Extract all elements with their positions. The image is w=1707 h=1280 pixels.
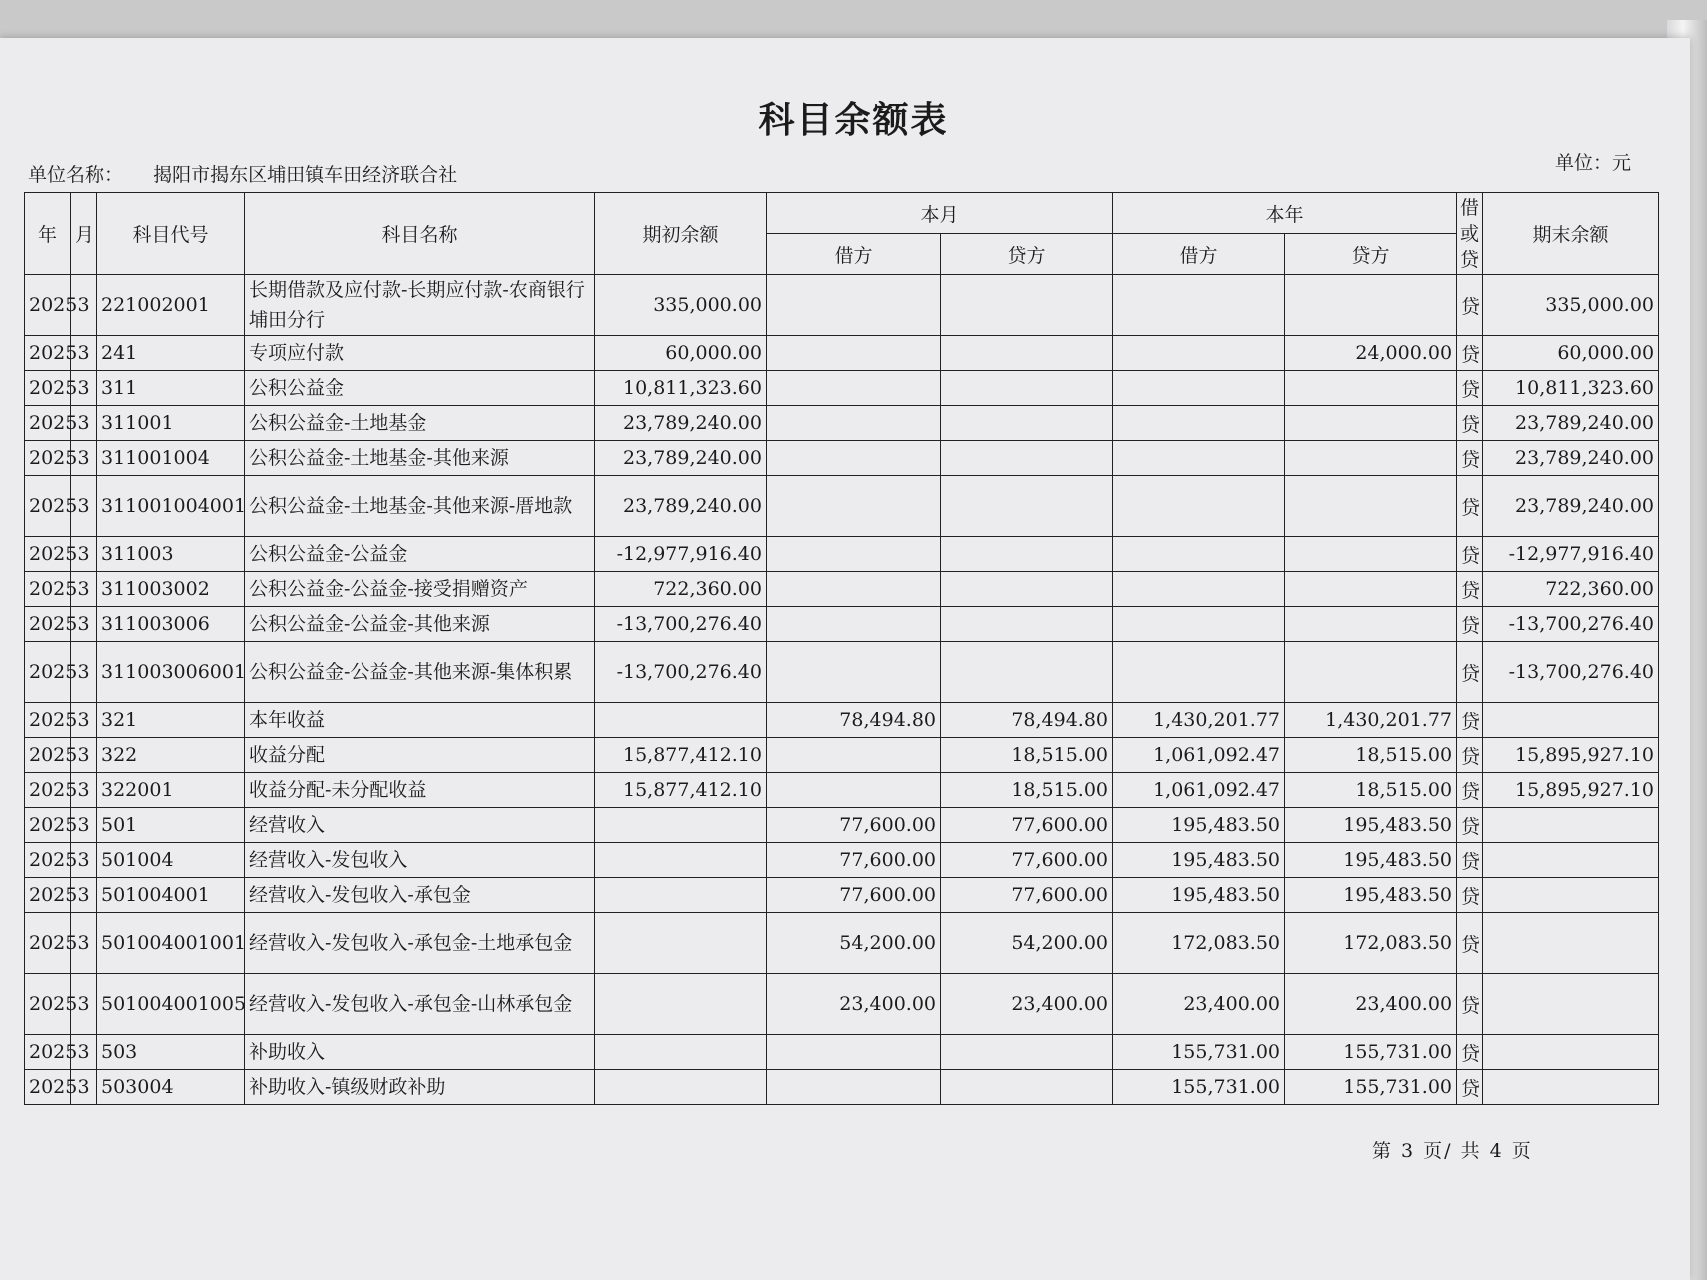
table-row bbox=[25, 808, 1659, 843]
cell-closing bbox=[1483, 1035, 1659, 1070]
cell-code: 311003006001 bbox=[97, 642, 245, 703]
header-month-credit: 贷方 bbox=[941, 234, 1113, 275]
cell-direction: 贷 bbox=[1457, 406, 1483, 441]
cell-direction: 贷 bbox=[1457, 878, 1483, 913]
cell-closing: -13,700,276.40 bbox=[1483, 642, 1659, 703]
table-row bbox=[25, 974, 1659, 1035]
cell-year-debit bbox=[1113, 406, 1285, 441]
cell-code: 501004001001 bbox=[97, 913, 245, 974]
cell-month-credit bbox=[941, 406, 1113, 441]
cell-opening: 23,789,240.00 bbox=[595, 476, 767, 537]
cell-month: 3 bbox=[71, 843, 97, 878]
header-month: 月 bbox=[71, 193, 97, 275]
cell-opening: 10,811,323.60 bbox=[595, 371, 767, 406]
cell-closing bbox=[1483, 878, 1659, 913]
cell-name: 公积公益金-公益金-其他来源-集体积累 bbox=[245, 642, 595, 703]
cell-year-debit: 195,483.50 bbox=[1113, 843, 1285, 878]
table-row bbox=[25, 476, 1659, 537]
cell-direction: 贷 bbox=[1457, 642, 1483, 703]
cell-year-debit bbox=[1113, 572, 1285, 607]
cell-year: 2025 bbox=[25, 371, 71, 406]
header-name: 科目名称 bbox=[245, 193, 595, 275]
cell-month-debit bbox=[767, 773, 941, 808]
cell-direction: 贷 bbox=[1457, 738, 1483, 773]
cell-month: 3 bbox=[71, 703, 97, 738]
cell-code: 322 bbox=[97, 738, 245, 773]
cell-year-credit bbox=[1285, 441, 1457, 476]
cell-month-credit: 54,200.00 bbox=[941, 913, 1113, 974]
cell-closing: 23,789,240.00 bbox=[1483, 476, 1659, 537]
page-number: 第 3 页/ 共 4 页 bbox=[1372, 1140, 1533, 1162]
cell-opening: -13,700,276.40 bbox=[595, 607, 767, 642]
cell-month: 3 bbox=[71, 808, 97, 843]
cell-month-credit bbox=[941, 275, 1113, 336]
cell-month-credit: 77,600.00 bbox=[941, 878, 1113, 913]
cell-year-credit: 18,515.00 bbox=[1285, 773, 1457, 808]
unit-name-line bbox=[28, 160, 457, 187]
cell-year: 2025 bbox=[25, 1070, 71, 1105]
cell-name: 经营收入-发包收入 bbox=[245, 843, 595, 878]
cell-month: 3 bbox=[71, 537, 97, 572]
report-title: 科目余额表 bbox=[758, 100, 949, 141]
cell-name: 公积公益金-公益金-接受捐赠资产 bbox=[245, 572, 595, 607]
cell-month-debit bbox=[767, 476, 941, 537]
cell-month-credit bbox=[941, 1035, 1113, 1070]
cell-year-debit bbox=[1113, 441, 1285, 476]
cell-direction: 贷 bbox=[1457, 371, 1483, 406]
cell-month-debit bbox=[767, 1070, 941, 1105]
cell-code: 321 bbox=[97, 703, 245, 738]
cell-closing: -13,700,276.40 bbox=[1483, 607, 1659, 642]
cell-name: 公积公益金-土地基金 bbox=[245, 406, 595, 441]
table-row bbox=[25, 572, 1659, 607]
cell-year: 2025 bbox=[25, 572, 71, 607]
cell-month-credit bbox=[941, 607, 1113, 642]
cell-direction: 贷 bbox=[1457, 441, 1483, 476]
cell-month: 3 bbox=[71, 913, 97, 974]
cell-month: 3 bbox=[71, 974, 97, 1035]
cell-direction: 贷 bbox=[1457, 974, 1483, 1035]
header-year: 年 bbox=[25, 193, 71, 275]
cell-opening bbox=[595, 878, 767, 913]
table-row bbox=[25, 441, 1659, 476]
cell-year: 2025 bbox=[25, 1035, 71, 1070]
cell-year-credit: 195,483.50 bbox=[1285, 878, 1457, 913]
cell-name: 补助收入 bbox=[245, 1035, 595, 1070]
cell-name: 公积公益金-土地基金-其他来源 bbox=[245, 441, 595, 476]
cell-month-debit: 77,600.00 bbox=[767, 843, 941, 878]
cell-year-credit bbox=[1285, 537, 1457, 572]
unit-name-label: 单位名称： bbox=[28, 164, 124, 186]
cell-month-debit bbox=[767, 406, 941, 441]
cell-closing: 722,360.00 bbox=[1483, 572, 1659, 607]
cell-month-debit bbox=[767, 738, 941, 773]
cell-year-credit: 155,731.00 bbox=[1285, 1070, 1457, 1105]
cell-month: 3 bbox=[71, 572, 97, 607]
cell-code: 503004 bbox=[97, 1070, 245, 1105]
cell-month: 3 bbox=[71, 878, 97, 913]
cell-closing: 23,789,240.00 bbox=[1483, 441, 1659, 476]
cell-year: 2025 bbox=[25, 642, 71, 703]
cell-opening: -12,977,916.40 bbox=[595, 537, 767, 572]
cell-year: 2025 bbox=[25, 974, 71, 1035]
cell-month-debit: 78,494.80 bbox=[767, 703, 941, 738]
cell-year-credit: 23,400.00 bbox=[1285, 974, 1457, 1035]
cell-month: 3 bbox=[71, 476, 97, 537]
cell-year-debit: 155,731.00 bbox=[1113, 1035, 1285, 1070]
cell-opening: -13,700,276.40 bbox=[595, 642, 767, 703]
cell-year-credit bbox=[1285, 572, 1457, 607]
cell-direction: 贷 bbox=[1457, 336, 1483, 371]
table-row bbox=[25, 371, 1659, 406]
cell-year-credit: 195,483.50 bbox=[1285, 843, 1457, 878]
cell-month-debit bbox=[767, 441, 941, 476]
cell-name: 收益分配-未分配收益 bbox=[245, 773, 595, 808]
cell-month-credit: 18,515.00 bbox=[941, 738, 1113, 773]
cell-month-credit bbox=[941, 476, 1113, 537]
cell-closing: 10,811,323.60 bbox=[1483, 371, 1659, 406]
cell-direction: 贷 bbox=[1457, 607, 1483, 642]
cell-month: 3 bbox=[71, 607, 97, 642]
cell-opening: 23,789,240.00 bbox=[595, 441, 767, 476]
cell-year: 2025 bbox=[25, 808, 71, 843]
cell-year: 2025 bbox=[25, 878, 71, 913]
cell-direction: 贷 bbox=[1457, 1070, 1483, 1105]
table-row bbox=[25, 1035, 1659, 1070]
cell-code: 503 bbox=[97, 1035, 245, 1070]
cell-year-credit bbox=[1285, 607, 1457, 642]
cell-opening: 23,789,240.00 bbox=[595, 406, 767, 441]
cell-closing bbox=[1483, 913, 1659, 974]
cell-month: 3 bbox=[71, 406, 97, 441]
table-row bbox=[25, 913, 1659, 974]
cell-code: 311003 bbox=[97, 537, 245, 572]
cell-year: 2025 bbox=[25, 738, 71, 773]
cell-closing: -12,977,916.40 bbox=[1483, 537, 1659, 572]
cell-month: 3 bbox=[71, 371, 97, 406]
header-year-debit: 借方 bbox=[1113, 234, 1285, 275]
balance-table bbox=[24, 192, 1659, 1105]
cell-name: 经营收入-发包收入-承包金 bbox=[245, 878, 595, 913]
table-row bbox=[25, 607, 1659, 642]
cell-month: 3 bbox=[71, 642, 97, 703]
unit-name-value: 揭阳市揭东区埔田镇车田经济联合社 bbox=[153, 164, 458, 186]
cell-month-debit bbox=[767, 275, 941, 336]
cell-name: 公积公益金-土地基金-其他来源-厝地款 bbox=[245, 476, 595, 537]
cell-year-credit: 172,083.50 bbox=[1285, 913, 1457, 974]
cell-month-credit bbox=[941, 572, 1113, 607]
cell-direction: 贷 bbox=[1457, 773, 1483, 808]
cell-month-debit: 77,600.00 bbox=[767, 878, 941, 913]
cell-code: 501004001005 bbox=[97, 974, 245, 1035]
cell-year-credit bbox=[1285, 275, 1457, 336]
cell-closing: 23,789,240.00 bbox=[1483, 406, 1659, 441]
cell-month-credit: 23,400.00 bbox=[941, 974, 1113, 1035]
cell-direction: 贷 bbox=[1457, 275, 1483, 336]
cell-year-debit: 195,483.50 bbox=[1113, 808, 1285, 843]
cell-direction: 贷 bbox=[1457, 537, 1483, 572]
cell-name: 公积公益金-公益金-其他来源 bbox=[245, 607, 595, 642]
cell-closing: 15,895,927.10 bbox=[1483, 738, 1659, 773]
cell-opening: 15,877,412.10 bbox=[595, 738, 767, 773]
cell-name: 公积公益金 bbox=[245, 371, 595, 406]
cell-month-debit bbox=[767, 642, 941, 703]
cell-code: 311001004001 bbox=[97, 476, 245, 537]
cell-direction: 贷 bbox=[1457, 703, 1483, 738]
cell-code: 501 bbox=[97, 808, 245, 843]
cell-year: 2025 bbox=[25, 773, 71, 808]
cell-year-credit: 18,515.00 bbox=[1285, 738, 1457, 773]
cell-name: 补助收入-镇级财政补助 bbox=[245, 1070, 595, 1105]
cell-year-debit bbox=[1113, 476, 1285, 537]
cell-month: 3 bbox=[71, 738, 97, 773]
cell-code: 311001004 bbox=[97, 441, 245, 476]
cell-month-credit: 77,600.00 bbox=[941, 843, 1113, 878]
cell-closing bbox=[1483, 1070, 1659, 1105]
cell-year-debit bbox=[1113, 607, 1285, 642]
cell-year-credit bbox=[1285, 476, 1457, 537]
cell-year-credit: 155,731.00 bbox=[1285, 1035, 1457, 1070]
cell-month: 3 bbox=[71, 336, 97, 371]
cell-year-credit bbox=[1285, 406, 1457, 441]
cell-closing: 60,000.00 bbox=[1483, 336, 1659, 371]
cell-closing bbox=[1483, 974, 1659, 1035]
cell-code: 311003006 bbox=[97, 607, 245, 642]
cell-direction: 贷 bbox=[1457, 572, 1483, 607]
header-month-debit: 借方 bbox=[767, 234, 941, 275]
table-row bbox=[25, 642, 1659, 703]
cell-direction: 贷 bbox=[1457, 913, 1483, 974]
cell-direction: 贷 bbox=[1457, 1035, 1483, 1070]
cell-month: 3 bbox=[71, 1035, 97, 1070]
header-this-month: 本月 bbox=[767, 193, 1113, 234]
cell-code: 221002001 bbox=[97, 275, 245, 336]
cell-code: 501004001 bbox=[97, 878, 245, 913]
table-row bbox=[25, 703, 1659, 738]
cell-month-debit: 77,600.00 bbox=[767, 808, 941, 843]
table-row bbox=[25, 738, 1659, 773]
table-row bbox=[25, 275, 1659, 336]
cell-name: 长期借款及应付款-长期应付款-农商银行埔田分行 bbox=[245, 275, 595, 336]
cell-month-credit bbox=[941, 336, 1113, 371]
cell-code: 311 bbox=[97, 371, 245, 406]
cell-code: 311001 bbox=[97, 406, 245, 441]
cell-opening bbox=[595, 1070, 767, 1105]
cell-month: 3 bbox=[71, 441, 97, 476]
cell-opening bbox=[595, 913, 767, 974]
header-opening: 期初余额 bbox=[595, 193, 767, 275]
cell-year-debit: 1,061,092.47 bbox=[1113, 738, 1285, 773]
cell-opening: 335,000.00 bbox=[595, 275, 767, 336]
cell-closing bbox=[1483, 843, 1659, 878]
cell-year: 2025 bbox=[25, 476, 71, 537]
cell-month-credit bbox=[941, 441, 1113, 476]
cell-opening bbox=[595, 808, 767, 843]
cell-closing: 15,895,927.10 bbox=[1483, 773, 1659, 808]
cell-opening: 60,000.00 bbox=[595, 336, 767, 371]
cell-closing bbox=[1483, 703, 1659, 738]
cell-month-debit bbox=[767, 1035, 941, 1070]
cell-year-debit bbox=[1113, 537, 1285, 572]
cell-opening bbox=[595, 1035, 767, 1070]
cell-code: 501004 bbox=[97, 843, 245, 878]
cell-year: 2025 bbox=[25, 913, 71, 974]
cell-month: 3 bbox=[71, 773, 97, 808]
cell-month: 3 bbox=[71, 1070, 97, 1105]
cell-year: 2025 bbox=[25, 703, 71, 738]
cell-year-debit: 1,430,201.77 bbox=[1113, 703, 1285, 738]
cell-direction: 贷 bbox=[1457, 476, 1483, 537]
cell-opening: 15,877,412.10 bbox=[595, 773, 767, 808]
table-row bbox=[25, 773, 1659, 808]
header-year-credit: 贷方 bbox=[1285, 234, 1457, 275]
header-closing: 期末余额 bbox=[1483, 193, 1659, 275]
cell-year-credit: 24,000.00 bbox=[1285, 336, 1457, 371]
cell-name: 本年收益 bbox=[245, 703, 595, 738]
cell-name: 收益分配 bbox=[245, 738, 595, 773]
cell-month-debit: 23,400.00 bbox=[767, 974, 941, 1035]
header-direction: 借或贷 bbox=[1457, 193, 1483, 275]
cell-direction: 贷 bbox=[1457, 808, 1483, 843]
cell-month-debit bbox=[767, 336, 941, 371]
cell-year-debit bbox=[1113, 336, 1285, 371]
table-row bbox=[25, 878, 1659, 913]
cell-direction: 贷 bbox=[1457, 843, 1483, 878]
cell-month-debit bbox=[767, 537, 941, 572]
table-row bbox=[25, 537, 1659, 572]
cell-year: 2025 bbox=[25, 843, 71, 878]
cell-month-credit bbox=[941, 1070, 1113, 1105]
cell-year-debit: 172,083.50 bbox=[1113, 913, 1285, 974]
cell-year-debit: 1,061,092.47 bbox=[1113, 773, 1285, 808]
cell-code: 322001 bbox=[97, 773, 245, 808]
cell-closing bbox=[1483, 808, 1659, 843]
cell-opening bbox=[595, 974, 767, 1035]
cell-year-credit: 1,430,201.77 bbox=[1285, 703, 1457, 738]
cell-year-credit bbox=[1285, 371, 1457, 406]
currency-unit: 单位：元 bbox=[1555, 152, 1632, 174]
cell-year-debit bbox=[1113, 642, 1285, 703]
cell-year-credit bbox=[1285, 642, 1457, 703]
table-row bbox=[25, 406, 1659, 441]
cell-month-credit bbox=[941, 537, 1113, 572]
header-this-year: 本年 bbox=[1113, 193, 1457, 234]
cell-month-credit: 78,494.80 bbox=[941, 703, 1113, 738]
cell-code: 311003002 bbox=[97, 572, 245, 607]
table-row bbox=[25, 843, 1659, 878]
cell-opening bbox=[595, 703, 767, 738]
cell-closing: 335,000.00 bbox=[1483, 275, 1659, 336]
cell-year: 2025 bbox=[25, 537, 71, 572]
cell-name: 经营收入-发包收入-承包金-山林承包金 bbox=[245, 974, 595, 1035]
cell-month: 3 bbox=[71, 275, 97, 336]
cell-year: 2025 bbox=[25, 441, 71, 476]
cell-year: 2025 bbox=[25, 275, 71, 336]
cell-opening bbox=[595, 843, 767, 878]
cell-name: 专项应付款 bbox=[245, 336, 595, 371]
cell-opening: 722,360.00 bbox=[595, 572, 767, 607]
table-row bbox=[25, 336, 1659, 371]
cell-name: 经营收入 bbox=[245, 808, 595, 843]
cell-name: 经营收入-发包收入-承包金-土地承包金 bbox=[245, 913, 595, 974]
header-code: 科目代号 bbox=[97, 193, 245, 275]
cell-month-credit bbox=[941, 371, 1113, 406]
cell-month-credit: 77,600.00 bbox=[941, 808, 1113, 843]
cell-year: 2025 bbox=[25, 336, 71, 371]
cell-year-credit: 195,483.50 bbox=[1285, 808, 1457, 843]
cell-year-debit: 23,400.00 bbox=[1113, 974, 1285, 1035]
cell-name: 公积公益金-公益金 bbox=[245, 537, 595, 572]
cell-month-debit: 54,200.00 bbox=[767, 913, 941, 974]
cell-code: 241 bbox=[97, 336, 245, 371]
cell-year: 2025 bbox=[25, 607, 71, 642]
table-row bbox=[25, 1070, 1659, 1105]
cell-month-credit bbox=[941, 642, 1113, 703]
cell-year: 2025 bbox=[25, 406, 71, 441]
cell-month-credit: 18,515.00 bbox=[941, 773, 1113, 808]
cell-month-debit bbox=[767, 371, 941, 406]
table-body bbox=[25, 275, 1659, 1105]
cell-year-debit bbox=[1113, 371, 1285, 406]
cell-year-debit: 155,731.00 bbox=[1113, 1070, 1285, 1105]
cell-year-debit: 195,483.50 bbox=[1113, 878, 1285, 913]
cell-month-debit bbox=[767, 607, 941, 642]
cell-month-debit bbox=[767, 572, 941, 607]
cell-year-debit bbox=[1113, 275, 1285, 336]
